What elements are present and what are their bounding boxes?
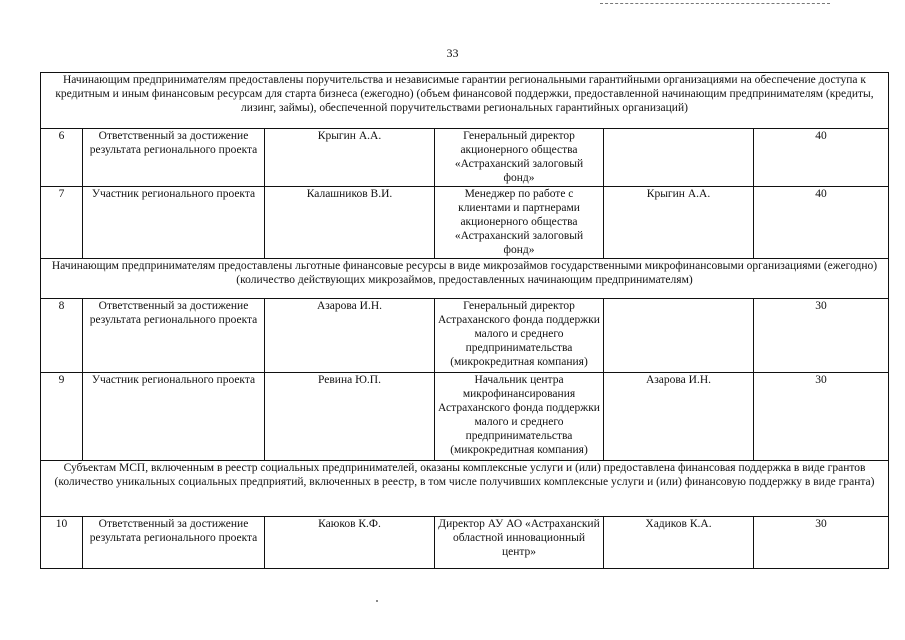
row-position: Генеральный директор акционерного общества «Астраханский залоговый фонд» xyxy=(435,129,604,187)
row-number: 8 xyxy=(41,299,83,373)
section-header-row xyxy=(41,461,889,517)
page-number: 33 xyxy=(446,46,459,60)
row-supervisor: Крыгин А.А. xyxy=(604,187,754,259)
row-value: 40 xyxy=(754,129,889,187)
section-header-row xyxy=(41,73,889,129)
row-role: Ответственный за достижение результата регионального проекта xyxy=(83,129,265,187)
row-position: Начальник центра микрофинансирования Астраханского фонда поддержки малого и среднего предпринимательства (микрокредитная компания) xyxy=(435,373,604,461)
section-title: Начинающим предпринимателям предоставлены льготные финансовые ресурсы в виде микрозаймов государственными микрофинансовыми организациями (ежегодно) (количество действующих микрозаймов, предоставленных начинающим предпринимателям) xyxy=(41,259,889,299)
table-row xyxy=(41,299,889,373)
row-number: 10 xyxy=(41,517,83,569)
table-row xyxy=(41,373,889,461)
responsibility-table xyxy=(40,72,889,569)
row-name: Каюков К.Ф. xyxy=(265,517,435,569)
top-rule xyxy=(600,3,830,4)
row-role: Ответственный за достижение результата регионального проекта xyxy=(83,517,265,569)
row-name: Ревина Ю.П. xyxy=(265,373,435,461)
row-number: 6 xyxy=(41,129,83,187)
table-row xyxy=(41,517,889,569)
row-name: Азарова И.Н. xyxy=(265,299,435,373)
row-supervisor xyxy=(604,299,754,373)
section-header-row xyxy=(41,259,889,299)
row-supervisor xyxy=(604,129,754,187)
section-title: Начинающим предпринимателям предоставлены поручительства и независимые гарантии региональными гарантийными организациями на обеспечение доступа к кредитным и иным финансовым ресурсам для старта бизнеса (ежегодно) (объем финансовой поддержки, предоставленной начинающим предпринимателям (кредиты, лизинг, займы), обеспеченной поручительствами региональных гарантийных организаций) xyxy=(41,73,889,129)
row-position: Генеральный директор Астраханского фонда поддержки малого и среднего предпринимательства (микрокредитная компания) xyxy=(435,299,604,373)
row-role: Участник регионального проекта xyxy=(83,187,265,259)
row-position: Менеджер по работе с клиентами и партнерами акционерного общества «Астраханский залоговый фонд» xyxy=(435,187,604,259)
row-number: 9 xyxy=(41,373,83,461)
row-supervisor: Хадиков К.А. xyxy=(604,517,754,569)
row-value: 30 xyxy=(754,373,889,461)
row-value: 30 xyxy=(754,517,889,569)
row-name: Крыгин А.А. xyxy=(265,129,435,187)
row-name: Калашников В.И. xyxy=(265,187,435,259)
row-role: Участник регионального проекта xyxy=(83,373,265,461)
table-row xyxy=(41,129,889,187)
scan-speck xyxy=(376,600,378,602)
table-row xyxy=(41,187,889,259)
row-value: 40 xyxy=(754,187,889,259)
row-supervisor: Азарова И.Н. xyxy=(604,373,754,461)
row-number: 7 xyxy=(41,187,83,259)
row-role: Ответственный за достижение результата регионального проекта xyxy=(83,299,265,373)
row-position: Директор АУ АО «Астраханский областной инновационный центр» xyxy=(435,517,604,569)
section-title: Субъектам МСП, включенным в реестр социальных предпринимателей, оказаны комплексные услуги и (или) предоставлена финансовая поддержка в виде грантов (количество уникальных социальных предприятий, включенных в реестр, в том числе получивших комплексные услуги и (или) финансовую поддержку в виде гранта) xyxy=(41,461,889,517)
row-value: 30 xyxy=(754,299,889,373)
